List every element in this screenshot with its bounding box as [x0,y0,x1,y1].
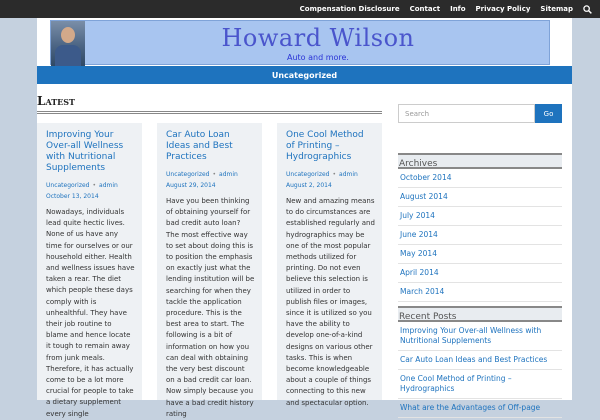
post-excerpt: Nowadays, individuals lead quite hectic lives. None of us have any time for ourselves or our household either. Health and wellness issues have taken a rear. The diet which people these days comply with is unhealthful. They have their job routine to blame and hence locate it tough to remain away from junk meals. Therefore, it has actually come to be a lot more crucial for people to take a dietary supplement every single [46,208,135,418]
recent-post-item [398,399,562,418]
archive-link[interactable]: July 2014 [400,211,435,220]
nav-compensation-disclosure[interactable]: Compensation Disclosure [299,5,400,13]
post-meta [286,169,375,180]
site-tagline: Auto and more. [287,53,349,62]
post-grid [37,123,382,418]
post-date-link[interactable]: October 13, 2014 [46,193,99,200]
latest-heading: Latest [37,94,75,108]
archive-link[interactable]: June 2014 [400,230,438,239]
archive-link[interactable]: October 2014 [400,173,452,182]
site-title[interactable]: Howard Wilson [221,24,415,52]
post-meta [166,169,255,180]
archives-list [398,169,562,302]
archive-link[interactable]: March 2014 [400,287,445,296]
post-card [157,123,262,418]
archives-widget [398,153,562,302]
archive-link[interactable]: May 2014 [400,249,437,258]
meta-separator: • [92,182,97,189]
archive-item [398,169,562,188]
archive-item [398,264,562,283]
post-date-link[interactable]: August 29, 2014 [166,182,216,189]
photo-torso [55,45,81,67]
post-excerpt: Have you been thinking of obtaining yourself for bad credit auto loan? The most effective way to set about doing this is to position the emphasis on exactly just what the lending institution will be searching for when they tackle the application procedure. This is the best area to start. The following is a bit of information on how you can deal with obtaining the very best discount on a bad credit car loan. Now simply because you have a bad credit history rating [166,197,255,418]
post-category-link[interactable]: Uncategorized [46,182,90,189]
recent-post-link[interactable]: What are the Advantages of Off-page [400,403,541,412]
post-card [37,123,142,418]
archive-item [398,226,562,245]
top-navigation [290,0,592,18]
recent-post-item [398,351,562,370]
nav-sitemap[interactable]: Sitemap [540,5,573,13]
search-input[interactable]: Search [398,104,535,123]
archive-item [398,207,562,226]
top-bar [0,0,600,18]
recent-post-link[interactable]: Improving Your Over-all Wellness with Nutritional Supplements [400,326,542,345]
post-category-link[interactable]: Uncategorized [286,171,330,178]
recent-post-link[interactable]: Car Auto Loan Ideas and Best Practices [400,355,548,364]
post-card [277,123,382,407]
author-photo [51,21,85,66]
recent-post-item [398,370,562,399]
post-author-link[interactable]: admin [339,171,358,178]
post-category-link[interactable]: Uncategorized [166,171,210,178]
archive-link[interactable]: April 2014 [400,268,439,277]
post-excerpt: New and amazing means to do circumstances are established regularly and hydrographics may be one of the most popular methods utilized for printing. Do not even believe this selection is utilized in order to publish files or images, since it is utilized so you have the ability to develop one-of-a-kind designs on various other tasks. This is when become knowledgeable about a couple of things connecting to this new and spectacular option. [286,197,375,407]
latest-section-header [37,94,382,114]
post-title-link[interactable]: Improving Your Over-all Wellness with Nutritional Supplements [46,130,124,173]
page-container [37,18,572,418]
recent-posts-title: Recent Posts [398,306,562,322]
post-date-link[interactable]: August 2, 2014 [286,182,332,189]
category-bar [37,66,572,84]
search-go-button[interactable]: Go [535,104,562,123]
meta-separator: • [332,171,337,178]
photo-head [61,27,75,43]
search-icon[interactable] [583,5,592,14]
recent-post-link[interactable]: One Cool Method of Printing – Hydrographics [400,374,512,393]
archive-link[interactable]: August 2014 [400,192,448,201]
recent-post-item [398,322,562,351]
recent-posts-widget [398,306,562,418]
meta-separator: • [212,171,217,178]
post-author-link[interactable]: admin [219,171,238,178]
archive-item [398,188,562,207]
post-title-link[interactable]: Car Auto Loan Ideas and Best Practices [166,130,233,162]
archive-item [398,245,562,264]
site-header-banner[interactable] [50,20,550,65]
nav-privacy-policy[interactable]: Privacy Policy [475,5,531,13]
recent-posts-list [398,322,562,418]
nav-contact[interactable]: Contact [409,5,441,13]
heading-rule [37,111,382,114]
post-meta [46,180,135,191]
post-title-link[interactable]: One Cool Method of Printing – Hydrographics [286,130,364,162]
archive-item [398,283,562,302]
nav-info[interactable]: Info [450,5,466,13]
category-link-uncategorized[interactable]: Uncategorized [271,70,338,80]
archives-title: Archives [398,153,562,169]
post-author-link[interactable]: admin [99,182,118,189]
